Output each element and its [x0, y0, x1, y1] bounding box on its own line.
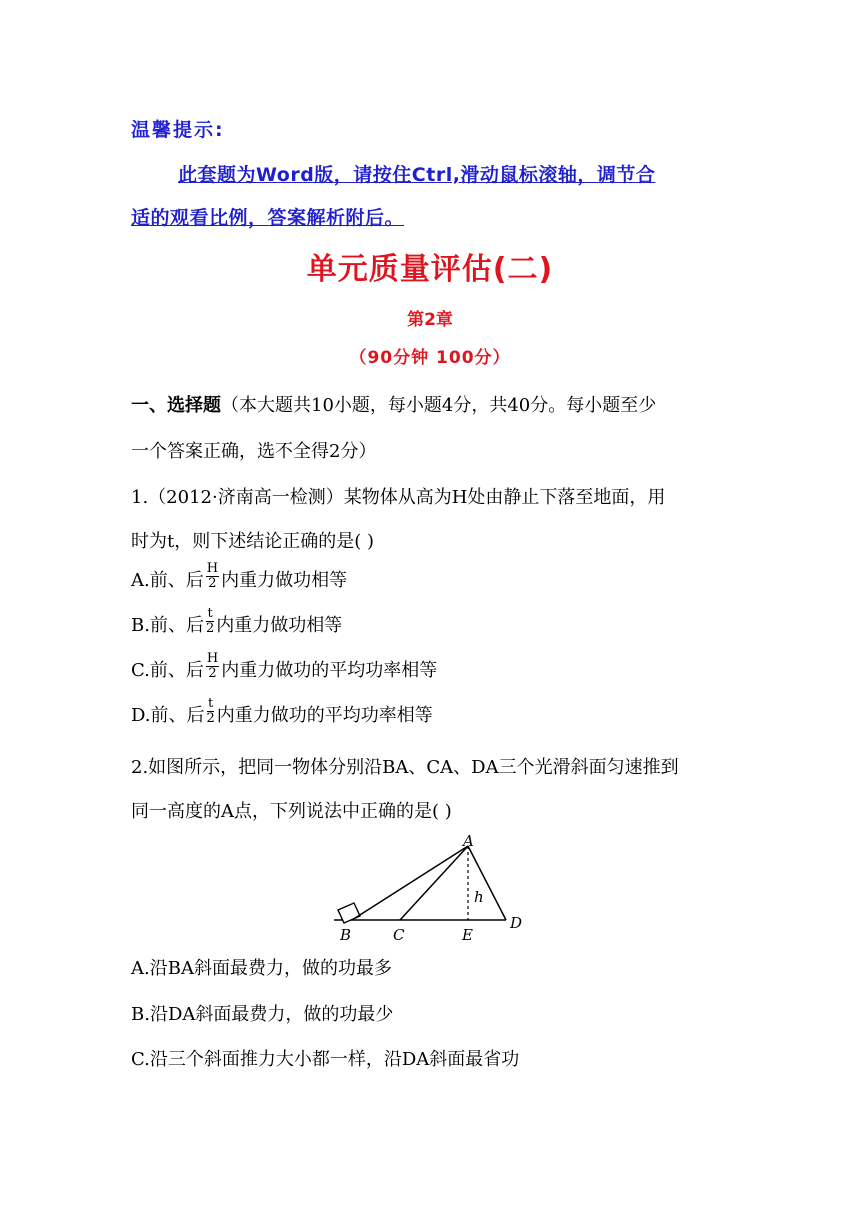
q2-stem-line-1: 2.如图所示，把同一物体分别沿BA、CA、DA三个光滑斜面匀速推到 [131, 757, 679, 778]
time-score-label: （90分钟 100分） [349, 348, 511, 368]
q1-stem-line-1: 1.（2012·济南高一检测）某物体从高为H处由静止下落至地面，用 [131, 487, 666, 508]
q1-option-c [131, 651, 438, 683]
fraction-denominator: 2 [206, 711, 215, 726]
option-suffix: 内重力做功的平均功率相等 [216, 704, 433, 726]
section-intro-line-1 [131, 391, 656, 417]
option-suffix: 内重力做功相等 [216, 614, 343, 636]
option-prefix: A.前、后 [131, 569, 204, 591]
tip-line-1: 此套题为Word版，请按住Ctrl,滑动鼠标滚轴，调节合 [178, 164, 656, 186]
label-d: D [510, 914, 523, 932]
fraction-denominator: 2 [205, 621, 215, 636]
tip-line-2: 适的观看比例，答案解析附后。 [131, 207, 405, 229]
q1-option-d [131, 696, 433, 728]
fraction [206, 562, 219, 591]
section-intro-text: （本大题共10小题，每小题4分，共40分。每小题至少 [221, 395, 657, 416]
fraction-numerator: H [206, 651, 219, 666]
section-intro-line-2: 一个答案正确，选不全得2分） [131, 441, 377, 462]
fraction [206, 607, 214, 636]
fraction-numerator: t [208, 696, 214, 711]
option-prefix: B.前、后 [131, 614, 204, 636]
fraction-denominator: 2 [208, 576, 217, 591]
option-suffix: 内重力做功相等 [221, 569, 348, 591]
q2-option-a: A.沿BA斜面最费力，做的功最多 [131, 958, 392, 979]
q2-option-c: C.沿三个斜面推力大小都一样，沿DA斜面最省功 [131, 1049, 520, 1070]
label-h: h [474, 888, 484, 906]
q1-stem-line-2: 时为t，则下述结论正确的是( ) [131, 531, 374, 552]
fraction-numerator: t [207, 606, 213, 621]
page-title: 单元质量评估(二) [306, 252, 554, 287]
label-b: B [340, 926, 352, 944]
fraction [207, 697, 215, 726]
chapter-label: 第2章 [407, 310, 453, 330]
section-heading: 一、选择题 [131, 395, 221, 416]
q2-stem-line-2: 同一高度的A点，下列说法中正确的是( ) [131, 801, 452, 822]
option-prefix: C.前、后 [131, 659, 204, 681]
label-a: A [463, 832, 474, 850]
incline-figure [330, 832, 530, 944]
incline-da [468, 846, 506, 920]
fraction-numerator: H [206, 561, 219, 576]
tip-title: 温馨提示: [131, 119, 225, 141]
option-suffix: 内重力做功的平均功率相等 [221, 659, 438, 681]
label-e: E [462, 926, 473, 944]
option-prefix: D.前、后 [131, 704, 205, 726]
q2-option-b: B.沿DA斜面最费力，做的功最少 [131, 1004, 394, 1025]
q1-option-a [131, 561, 348, 593]
fraction-denominator: 2 [208, 666, 217, 681]
fraction [206, 652, 219, 681]
q1-option-b [131, 606, 343, 638]
label-c: C [393, 926, 405, 944]
